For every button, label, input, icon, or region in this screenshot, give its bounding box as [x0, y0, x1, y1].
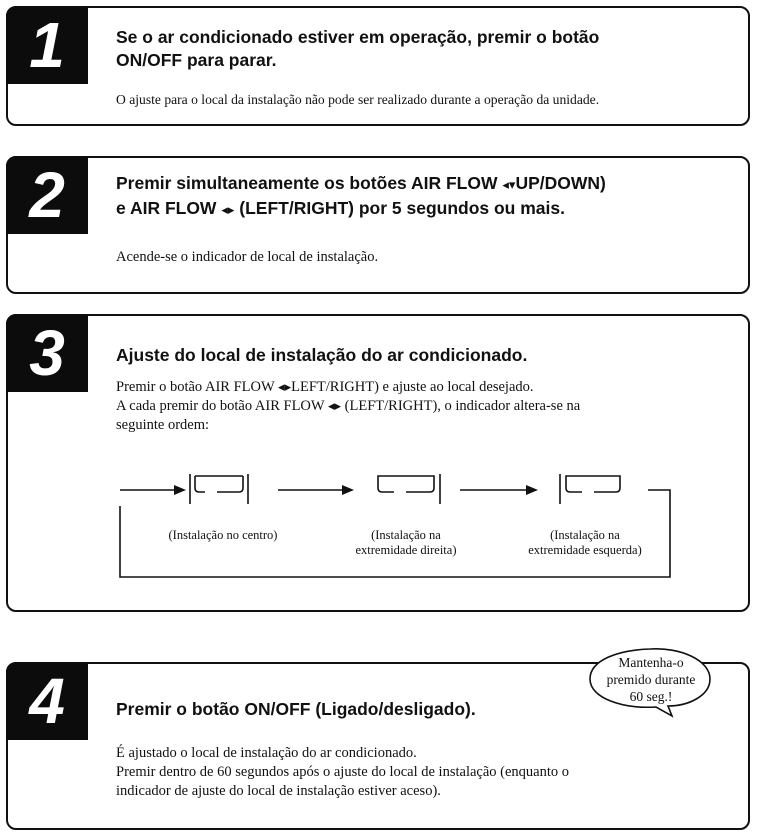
step-3-body: Premir o botão AIR FLOW ◂▸LEFT/RIGHT) e ajuste ao local desejado. A cada premir do botão AIR FLOW ◂▸ (LEFT/RIGHT), o indicador altera-se na seguinte ordem: [116, 379, 581, 433]
step-1-box [6, 6, 750, 126]
air-flow-left-right-icon: ◂▸ [278, 380, 292, 395]
unit-left-end-icon [560, 474, 620, 504]
step-1-heading: Se o ar condicionado estiver em operação, premir o botão ON/OFF para parar. [116, 27, 600, 70]
arrowhead-1 [174, 485, 186, 495]
step-3-number: 3 [6, 314, 88, 392]
step-2-number: 2 [6, 156, 88, 234]
step-2-body: Acende-se o indicador de local de instalação. [116, 249, 379, 265]
arrowhead-2 [342, 485, 354, 495]
step-2-box [6, 156, 750, 294]
step-1-number: 1 [6, 6, 88, 84]
unit-center-icon [190, 474, 248, 504]
step-4-heading: Premir o botão ON/OFF (Ligado/desligado). [116, 699, 476, 719]
step-1-body: O ajuste para o local da instalação não pode ser realizado durante a operação da unidade. [116, 92, 600, 107]
step-4-body: É ajustado o local de instalação do ar condicionado. Premir dentro de 60 segundos após o ajuste do local de instalação (enquanto o indicador de ajuste do local de instalação estiver aceso). [116, 745, 570, 799]
step-2-heading: Premir simultaneamente os botões AIR FLOW ◂▾UP/DOWN) e AIR FLOW ◂▸ (LEFT/RIGHT) por 5 segundos ou mais. [116, 173, 606, 218]
air-flow-up-down-icon: ◂▾ [502, 178, 516, 193]
caption-center: (Instalação no centro) [168, 528, 278, 542]
unit-right-end-icon [378, 474, 440, 504]
installation-sequence-diagram [8, 316, 752, 614]
speech-bubble-text: Mantenha-o premido durante 60 seg.! [606, 655, 696, 704]
air-flow-left-right-icon: ◂▸ [221, 203, 235, 218]
caption-right-end: (Instalação na extremidade direita) [355, 528, 457, 557]
air-flow-left-right-icon: ◂▸ [327, 399, 342, 414]
step-4-number: 4 [6, 662, 88, 740]
caption-left-end: (Instalação na extremidade esquerda) [528, 528, 642, 557]
arrowhead-3 [526, 485, 538, 495]
step-3-heading: Ajuste do local de instalação do ar condicionado. [116, 345, 528, 365]
step-3-box [6, 314, 750, 612]
